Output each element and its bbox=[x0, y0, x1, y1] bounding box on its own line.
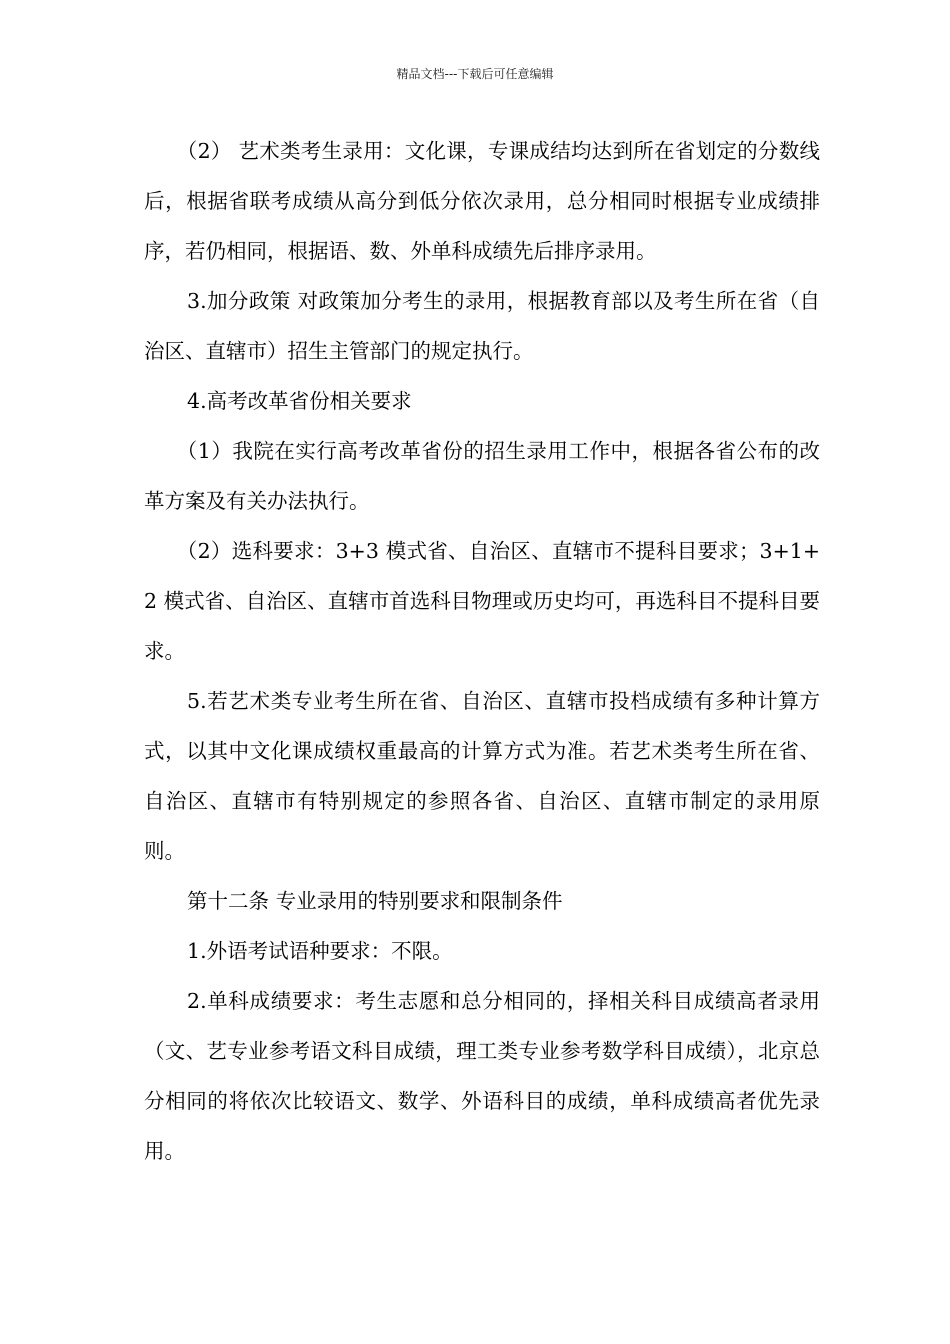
paragraph-reform-item-2: （2）选科要求：3+3 模式省、自治区、直辖市不提科目要求；3+1+2 模式省、自治区、直辖市首选科目物理或历史均可，再选科目不提科目要求。 bbox=[144, 539, 820, 663]
page-header: 精品文档---下载后可任意编辑 bbox=[396, 67, 554, 81]
paragraph-bonus-policy: 3.加分政策 对政策加分考生的录用，根据教育部以及考生所在省（自治区、直辖市）招生主管部门的规定执行。 bbox=[144, 289, 820, 363]
paragraph-language-requirement: 1.外语考试语种要求：不限。 bbox=[187, 939, 453, 963]
paragraph-single-subject-requirement: 2.单科成绩要求：考生志愿和总分相同的，择相关科目成绩高者录用（文、艺专业参考语文科目成绩，理工类专业参考数学科目成绩），北京总分相同的将依次比较语文、数学、外语科目的成绩，单科成绩高者优先录用。 bbox=[144, 989, 820, 1163]
paragraph-reform-heading: 4.高考改革省份相关要求 bbox=[187, 389, 412, 413]
paragraph-art-admission: （2） 艺术类考生录用：文化课，专课成结均达到所在省划定的分数线后，根据省联考成绩从高分到低分依次录用，总分相同时根据专业成绩排序，若仍相同，根据语、数、外单科成绩先后排序录用。 bbox=[144, 139, 820, 263]
paragraph-art-score-method: 5.若艺术类专业考生所在省、自治区、直辖市投档成绩有多种计算方式，以其中文化课成绩权重最高的计算方式为准。若艺术类考生所在省、自治区、直辖市有特别规定的参照各省、自治区、直辖市制定的录用原则。 bbox=[144, 689, 820, 863]
paragraph-reform-item-1: （1）我院在实行高考改革省份的招生录用工作中，根据各省公布的改革方案及有关办法执行。 bbox=[144, 439, 820, 513]
paragraph-article-12-heading: 第十二条 专业录用的特别要求和限制条件 bbox=[187, 889, 563, 913]
document-body bbox=[144, 126, 820, 1176]
